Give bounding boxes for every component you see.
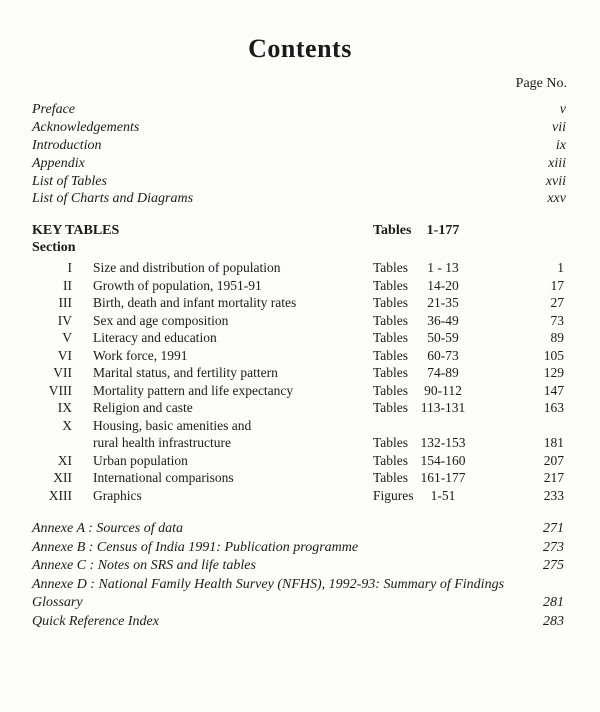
annexe-page: 271 (543, 521, 564, 536)
row-tables-label: Tables (373, 260, 409, 275)
row-numeral: II (63, 277, 72, 293)
front-matter-page: vii (552, 119, 566, 135)
front-matter-row (32, 190, 566, 208)
front-matter-label: List of Tables (32, 173, 107, 189)
row-tables-range: 132-153 (420, 435, 466, 450)
row-numeral: III (58, 295, 72, 310)
row-page: 89 (550, 330, 564, 345)
toc-row (0, 417, 600, 435)
row-tables-label: Tables (373, 400, 409, 415)
row-tables-label: Tables (373, 435, 409, 450)
toc-row (0, 399, 600, 417)
page-title: Contents (248, 34, 352, 63)
row-page: 181 (543, 435, 564, 450)
toc-row (0, 312, 600, 330)
front-matter-label: Appendix (32, 155, 85, 171)
toc-row (0, 347, 600, 365)
annexe-label: Quick Reference Index (32, 613, 159, 629)
key-tables-header (0, 223, 600, 240)
row-page: 129 (543, 365, 564, 380)
row-numeral: IV (57, 312, 72, 328)
row-tables-range: 1 - 13 (427, 260, 459, 275)
annexe-row (32, 613, 564, 632)
toc-row (0, 382, 600, 400)
row-title: Urban population (93, 452, 188, 468)
row-title: Marital status, and fertility pattern (93, 365, 278, 380)
row-tables-range: 21-35 (427, 295, 459, 310)
row-tables-label: Figures (373, 487, 414, 503)
row-tables-label: Tables (373, 277, 409, 293)
row-tables-range: 60-73 (427, 347, 459, 363)
annexe-row (32, 557, 564, 576)
row-title: Work force, 1991 (93, 347, 188, 363)
toc-row (0, 487, 600, 505)
front-matter-label: Preface (32, 102, 76, 117)
front-matter-page: xiii (548, 155, 566, 171)
front-matter-row (32, 101, 566, 119)
row-tables-range: 74-89 (427, 365, 459, 380)
row-title: Sex and age composition (93, 312, 229, 328)
toc-row (0, 434, 600, 452)
front-matter-row (32, 155, 566, 173)
annexe-page: 273 (543, 539, 564, 555)
row-title: Growth of population, 1951-91 (93, 277, 262, 293)
annexe-row (32, 539, 564, 558)
annexe-label: Annexe A : Sources of data (32, 521, 183, 536)
toc-row (0, 469, 600, 487)
annexe-list (32, 520, 564, 632)
row-title: International comparisons (93, 470, 234, 485)
row-title: Literacy and education (93, 330, 217, 345)
row-tables-range: 161-177 (420, 470, 466, 485)
row-tables-range: 154-160 (420, 452, 466, 468)
toc-row (0, 277, 600, 295)
row-title: Housing, basic amenities and (93, 417, 252, 433)
row-title: Mortality pattern and life expectancy (93, 382, 294, 398)
row-title: Size and distribution of population (93, 260, 281, 275)
row-page: 73 (550, 312, 564, 328)
row-title: Birth, death and infant mortality rates (93, 295, 297, 310)
annexe-row (32, 594, 564, 613)
row-page: 27 (550, 295, 564, 310)
row-numeral: X (62, 417, 72, 433)
row-page: 217 (543, 470, 564, 485)
annexe-row (32, 576, 564, 595)
annexe-label: Annexe B : Census of India 1991: Publication programme (32, 539, 359, 555)
key-tables-heading: KEY TABLES (32, 223, 120, 238)
toc-row (0, 364, 600, 382)
front-matter-page: xvii (545, 173, 566, 189)
row-tables-range: 90-112 (424, 382, 462, 398)
front-matter-row (32, 173, 566, 191)
row-tables-range: 50-59 (427, 330, 459, 345)
annexe-page: 275 (543, 558, 564, 574)
row-page: 147 (543, 382, 564, 398)
row-title: Religion and caste (93, 400, 193, 415)
front-matter-page: ix (555, 137, 566, 153)
row-page: 207 (543, 452, 564, 468)
front-matter-label: Acknowledgements (32, 119, 140, 135)
front-matter-label: List of Charts and Diagrams (32, 191, 194, 207)
section-label: Section (32, 240, 76, 255)
row-page: 233 (543, 487, 564, 503)
key-tables-tables-range: 1-177 (426, 223, 460, 238)
key-tables-tables-label: Tables (373, 223, 412, 238)
annexe-label: Annexe C : Notes on SRS and life tables (32, 558, 256, 574)
front-matter-row (32, 137, 566, 155)
row-numeral: VII (53, 365, 72, 380)
row-tables-label: Tables (373, 295, 409, 310)
row-numeral: I (67, 260, 72, 275)
row-tables-label: Tables (373, 312, 409, 328)
row-tables-range: 1-51 (430, 487, 456, 503)
row-tables-range: 113-131 (420, 400, 466, 415)
toc-row (0, 294, 600, 312)
row-numeral: IX (57, 400, 72, 415)
annexe-page: 281 (543, 595, 564, 611)
row-tables-range: 36-49 (427, 312, 459, 328)
front-matter-page: xxv (547, 191, 566, 207)
toc-row (0, 452, 600, 470)
annexe-row (32, 520, 564, 539)
front-matter-label: Introduction (32, 137, 102, 153)
annexe-label: Glossary (32, 595, 83, 611)
row-page: 105 (543, 347, 564, 363)
row-tables-label: Tables (373, 452, 409, 468)
row-title: Graphics (93, 487, 142, 503)
row-title: rural health infrastructure (93, 435, 231, 450)
front-matter-page: v (559, 102, 566, 117)
row-numeral: XIII (48, 487, 72, 503)
row-numeral: V (62, 330, 72, 345)
row-tables-label: Tables (373, 382, 409, 398)
row-tables-label: Tables (373, 470, 409, 485)
row-page: 1 (557, 260, 564, 275)
toc-row (0, 329, 600, 347)
row-numeral: VIII (48, 382, 72, 398)
row-page: 17 (550, 277, 564, 293)
row-numeral: XI (57, 452, 72, 468)
row-tables-label: Tables (373, 365, 409, 380)
row-numeral: XII (53, 470, 72, 485)
annexe-page: 283 (543, 613, 564, 629)
annexe-label: Annexe D : National Family Health Survey (NFHS), 1992-93: Summary of Findings (32, 576, 505, 592)
key-tables-rows (0, 259, 600, 504)
toc-row (0, 259, 600, 277)
row-tables-range: 14-20 (427, 277, 459, 293)
front-matter-list (32, 101, 566, 208)
row-tables-label: Tables (373, 330, 409, 345)
row-numeral: VI (57, 347, 72, 363)
front-matter-row (32, 119, 566, 137)
row-tables-label: Tables (373, 347, 409, 363)
page-no-column-label: Page No. (515, 76, 567, 91)
row-page: 163 (543, 400, 564, 415)
